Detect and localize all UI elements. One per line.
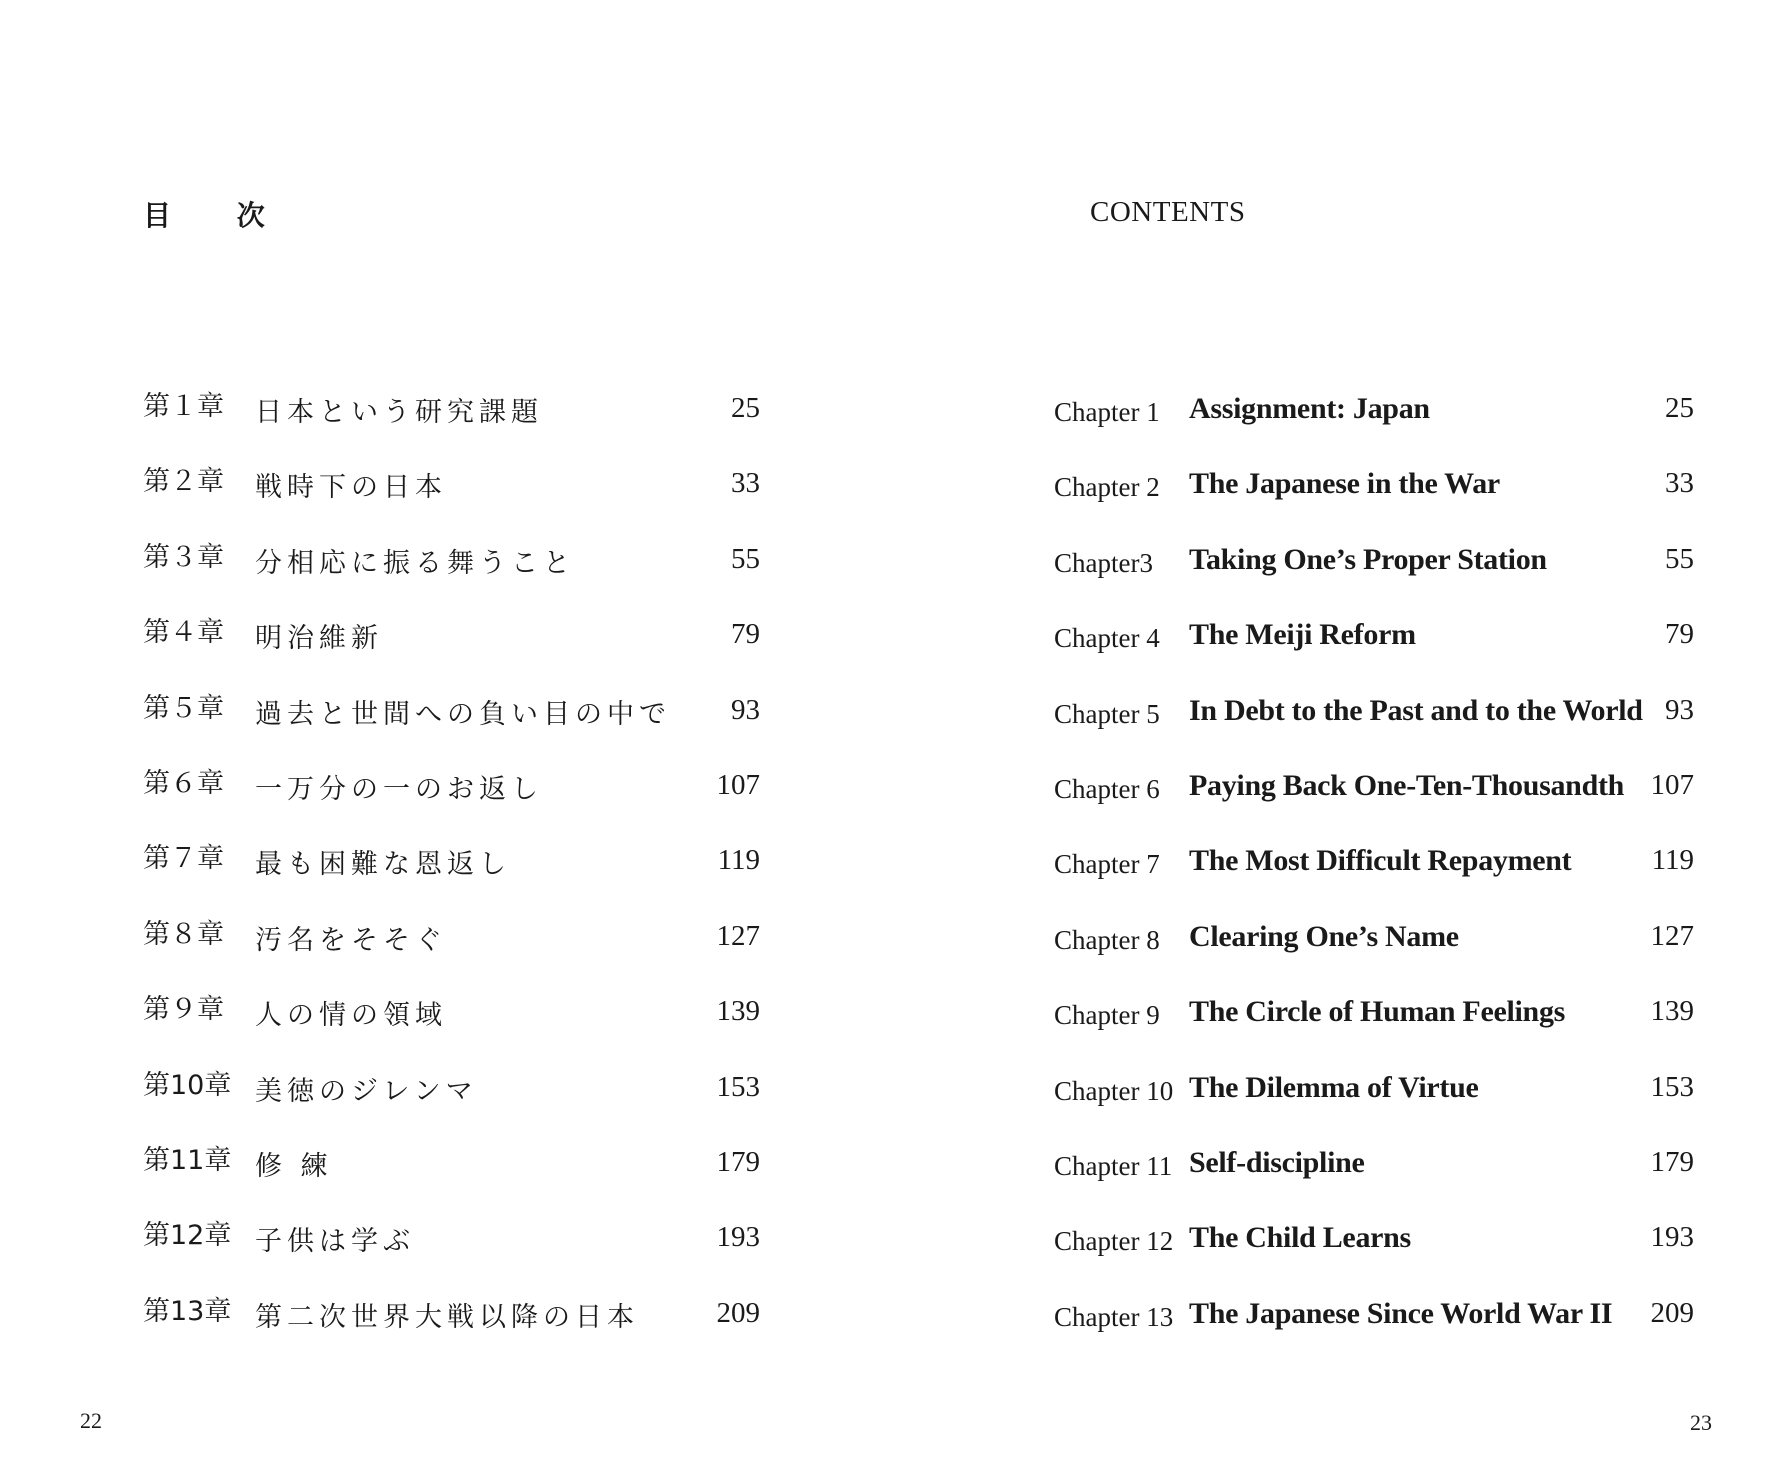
chapter-number: 第９章 <box>143 994 224 1026</box>
chapter-number: 第６章 <box>143 767 224 799</box>
page-number: 25 <box>731 392 760 424</box>
right-page-number: 23 <box>1690 1410 1712 1435</box>
page-number: 209 <box>716 1296 760 1329</box>
page-number: 55 <box>1665 542 1694 575</box>
page-number: 139 <box>716 995 760 1028</box>
chapter-number: 第10章 <box>143 1069 232 1101</box>
chapter-title: Taking One’s Proper Station <box>1189 542 1547 576</box>
page-number: 33 <box>731 467 760 500</box>
page-number: 209 <box>1650 1296 1694 1329</box>
toc-entry[interactable] <box>143 1138 763 1213</box>
toc-entry[interactable] <box>143 535 763 610</box>
chapter-title: Assignment: Japan <box>1189 392 1430 425</box>
chapter-title: 第二次世界大戦以降の日本 <box>255 1301 639 1333</box>
chapter-number: 第８章 <box>143 918 224 950</box>
page-number: 55 <box>731 542 760 575</box>
chapter-title: The Dilemma of Virtue <box>1189 1070 1479 1104</box>
chapter-title: Clearing One’s Name <box>1189 919 1459 953</box>
chapter-title: The Japanese in the War <box>1189 467 1500 501</box>
chapter-title: 分相応に振る舞うこと <box>255 547 575 579</box>
toc-entry[interactable] <box>1054 541 1694 616</box>
toc-entry[interactable] <box>143 912 763 987</box>
chapter-title: The Meiji Reform <box>1189 618 1416 652</box>
toc-entry[interactable] <box>1054 390 1694 465</box>
chapter-number: Chapter 7 <box>1054 849 1160 880</box>
chapter-number: Chapter 12 <box>1054 1226 1174 1257</box>
chapter-title: 過去と世間への負い目の中で <box>255 698 671 730</box>
japanese-contents-title: 目 次 <box>143 199 293 232</box>
chapter-title: 修 練 <box>255 1150 333 1182</box>
chapter-number: 第２章 <box>143 466 224 498</box>
toc-entry[interactable] <box>1054 842 1694 917</box>
page-number: 179 <box>716 1145 760 1178</box>
chapter-number: 第４章 <box>143 617 224 649</box>
page-number: 79 <box>731 618 760 651</box>
page-number: 25 <box>1665 392 1694 424</box>
toc-entry[interactable] <box>1054 767 1694 842</box>
chapter-title: 人の情の領域 <box>255 1000 447 1032</box>
chapter-title: 汚名をそそぐ <box>255 924 447 956</box>
chapter-title: 美徳のジレンマ <box>255 1075 478 1107</box>
chapter-number: Chapter 8 <box>1054 924 1160 955</box>
chapter-number: Chapter 9 <box>1054 1000 1160 1031</box>
chapter-title: The Circle of Human Feelings <box>1189 995 1566 1029</box>
toc-entry[interactable] <box>1054 1295 1694 1370</box>
chapter-title: The Most Difficult Repayment <box>1189 844 1572 878</box>
chapter-title: 明治維新 <box>255 623 383 655</box>
toc-entry[interactable] <box>1054 1219 1694 1294</box>
toc-entry[interactable] <box>1054 1144 1694 1219</box>
toc-entry[interactable] <box>143 459 763 534</box>
toc-entry[interactable] <box>143 836 763 911</box>
english-contents-title: CONTENTS <box>1090 196 1246 228</box>
chapter-title: 最も困難な恩返し <box>255 849 511 881</box>
page-number: 127 <box>1650 919 1694 952</box>
chapter-number: Chapter 6 <box>1054 773 1160 804</box>
page-number: 79 <box>1665 618 1694 651</box>
chapter-title: Paying Back One-Ten-Thousandth <box>1189 768 1625 802</box>
page-number: 153 <box>1650 1070 1694 1103</box>
toc-entry[interactable] <box>143 761 763 836</box>
page-number: 179 <box>1650 1145 1694 1178</box>
toc-entry[interactable] <box>143 384 763 459</box>
toc-entry[interactable] <box>143 1289 763 1364</box>
chapter-number: 第13章 <box>143 1295 232 1327</box>
toc-entry[interactable] <box>1054 918 1694 993</box>
chapter-title: Self-discipline <box>1189 1145 1365 1179</box>
page-number: 107 <box>1650 768 1694 801</box>
page-number: 93 <box>1665 693 1694 726</box>
toc-entry[interactable] <box>1054 1069 1694 1144</box>
chapter-number: Chapter 13 <box>1054 1301 1174 1332</box>
page-number: 153 <box>716 1070 760 1103</box>
toc-entry[interactable] <box>143 686 763 761</box>
page-number: 193 <box>1650 1221 1694 1254</box>
chapter-number: 第１章 <box>143 391 224 422</box>
toc-entry[interactable] <box>1054 692 1694 767</box>
chapter-number: Chapter 5 <box>1054 698 1160 729</box>
chapter-number: Chapter 11 <box>1054 1150 1173 1181</box>
toc-entry[interactable] <box>1054 465 1694 540</box>
chapter-number: Chapter 4 <box>1054 623 1160 654</box>
chapter-number: Chapter 1 <box>1054 397 1160 427</box>
page-number: 193 <box>716 1221 760 1254</box>
toc-entry[interactable] <box>143 987 763 1062</box>
page-number: 119 <box>717 844 760 877</box>
page-number: 93 <box>731 693 760 726</box>
chapter-number: 第３章 <box>143 541 224 573</box>
japanese-toc-list <box>143 384 763 1364</box>
chapter-number: Chapter 2 <box>1054 472 1160 503</box>
chapter-number: 第５章 <box>143 692 224 724</box>
chapter-title: 一万分の一のお返し <box>255 773 543 805</box>
toc-entry[interactable] <box>143 610 763 685</box>
chapter-number: Chapter 10 <box>1054 1075 1174 1106</box>
toc-entry[interactable] <box>143 1063 763 1138</box>
chapter-number: 第11章 <box>143 1144 232 1176</box>
chapter-title: In Debt to the Past and to the World <box>1189 693 1643 727</box>
page-number: 127 <box>716 919 760 952</box>
toc-entry[interactable] <box>143 1213 763 1288</box>
page-number: 119 <box>1651 844 1694 877</box>
english-toc-list <box>1054 390 1694 1370</box>
chapter-title: 子供は学ぶ <box>255 1226 415 1258</box>
chapter-title: 戦時下の日本 <box>255 472 447 504</box>
chapter-number: Chapter3 <box>1054 547 1153 578</box>
toc-entry[interactable] <box>1054 616 1694 691</box>
chapter-title: 日本という研究課題 <box>255 397 543 428</box>
left-page-number: 22 <box>80 1408 102 1433</box>
page-number: 107 <box>716 768 760 801</box>
chapter-number: 第７章 <box>143 843 224 875</box>
page-number: 33 <box>1665 467 1694 500</box>
chapter-title: The Child Learns <box>1189 1221 1411 1255</box>
chapter-title: The Japanese Since World War II <box>1189 1296 1613 1330</box>
page-number: 139 <box>1650 995 1694 1028</box>
toc-entry[interactable] <box>1054 993 1694 1068</box>
chapter-number: 第12章 <box>143 1220 232 1252</box>
